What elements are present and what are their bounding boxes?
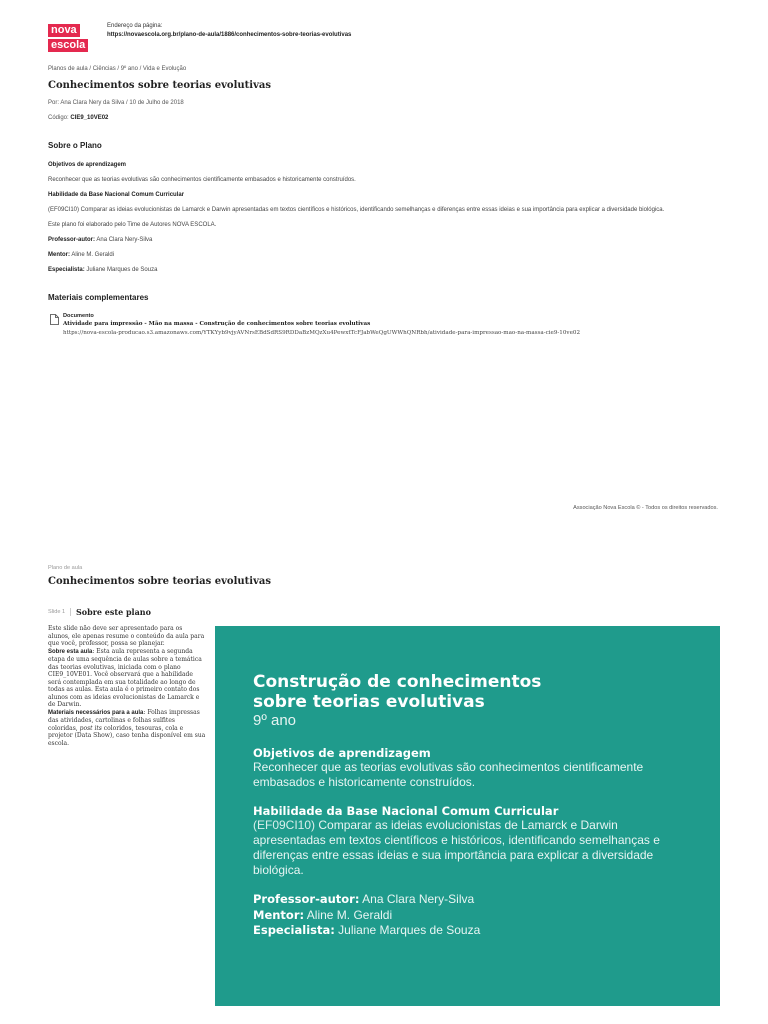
notes-materials-text-2: coloridos, tesouras, cola e projetor (Data Show), caso tenha disponível em sua escola.: [48, 724, 206, 747]
slide-mentor-value: Aline M. Geraldi: [304, 907, 393, 922]
slide-professor-label: Professor-autor:: [253, 892, 360, 906]
plan-title: Conhecimentos sobre teorias evolutivas: [48, 576, 271, 587]
notes-about-text: : Esta aula representa a segunda etapa de uma sequência de aulas sobre a temática das teorias evolutivas, iniciada com o plano CIE9_10VE01. Você observará que a habilidade será contemplada em sua totalidade ao longo de todas as aulas. Esta aula é o primeiro contato dos alunos com as ideias evolucionistas de Lamarck e de Darwin.: [48, 647, 202, 708]
specialist-label: Especialista:: [48, 267, 85, 273]
slide-bncc-body: Comparar as ideias evolucionistas de Lamarck e Darwin apresentadas em textos científicos e históricos, identificando semelhanças e diferenças entre essas ideias e sua importância para explicar a diversidade biológica.: [253, 818, 660, 877]
material-type: Documento: [63, 313, 94, 319]
slide-bncc-heading: Habilidade da Base Nacional Comum Curricular: [253, 804, 559, 818]
notes-materials-italic: post its: [79, 724, 102, 732]
slide-professor-value: Ana Clara Nery-Silva: [359, 892, 475, 906]
slide-heading: Sobre este plano: [76, 607, 151, 617]
notes-intro: Este slide não deve ser apresentado para os alunos, ele apenas resume o conteúdo da aula para que você, professor, possa se planejar.: [48, 625, 205, 647]
logo-line-nova: nova: [48, 24, 80, 37]
nova-escola-logo[interactable]: [48, 24, 88, 54]
address-label: Endereço da página:: [107, 23, 163, 29]
slide-objectives-heading: Objetivos de aprendizagem: [253, 746, 431, 760]
plan-code-value: CIE9_10VE02: [70, 115, 109, 121]
byline: Por: Ana Clara Nery da Silva / 10 de Julho de 2018: [48, 100, 184, 106]
professor-line: [48, 237, 152, 243]
notes-materials-label: Materiais necessários para a aula: [48, 709, 144, 716]
mentor-value: Aline M. Geraldi: [70, 252, 115, 258]
page-header: [48, 18, 728, 54]
materials-heading: Materiais complementares: [48, 293, 149, 302]
plan-label: Plano de aula: [48, 565, 83, 571]
slide-professor-line: [253, 892, 720, 908]
page-address: [107, 22, 351, 40]
plan-code-label: Código:: [48, 115, 71, 121]
about-heading: Sobre o Plano: [48, 141, 102, 150]
bncc-heading: Habilidade da Base Nacional Comum Curricular: [48, 192, 185, 198]
slide-bncc-text: [253, 818, 673, 878]
notes-about-label: Sobre esta aula: [48, 648, 93, 655]
slide-divider: [70, 608, 71, 616]
slide-bncc-code: (EF09CI10): [253, 818, 316, 832]
logo-line-escola: escola: [48, 39, 88, 52]
slide-specialist-label: Especialista:: [253, 923, 335, 937]
slide-grade: 9º ano: [253, 712, 297, 729]
slide-number: Slide 1: [48, 609, 66, 615]
professor-label: Professor-autor:: [48, 237, 96, 243]
footer-copyright: Associação Nova Escola © - Todos os direitos reservados.: [573, 505, 718, 511]
professor-value: Ana Clara Nery-Silva: [95, 237, 153, 243]
slide-mentor-line: [253, 908, 720, 924]
material-url[interactable]: https://nova-escola-producao.s3.amazonaws.com/YTKYyb9vjyAVNrsEBdSdRS9RDDaBzMQzXu4PewxtTcFJabWeQgUWWhQNRbh/atividade-para-impressao-mao-na-massa-cie9-10ve02: [63, 330, 581, 336]
objectives-text: Reconhecer que as teorias evolutivas são conhecimentos cientificamente embasados e historicamente construídos.: [48, 177, 356, 183]
address-url[interactable]: https://novaescola.org.br/plano-de-aula/1886/conhecimentos-sobre-teorias-evolutivas: [107, 32, 352, 38]
mentor-label: Mentor:: [48, 252, 70, 258]
slide-objectives-text: Reconhecer que as teorias evolutivas são conhecimentos cientificamente embasados e historicamente construídos.: [253, 760, 644, 789]
slide-specialist-value: Juliane Marques de Souza: [334, 923, 481, 937]
plan-code: [48, 115, 108, 121]
document-icon: [50, 314, 59, 325]
bncc-text: (EF09CI10) Comparar as ideias evolucionistas de Lamarck e Darwin apresentadas em textos científicos e históricos, identificando semelhanças e diferenças entre essas ideias e sua importância para explicar a diversidade biológica.: [48, 207, 665, 213]
mentor-line: [48, 252, 114, 258]
slide-notes: [48, 625, 206, 747]
authors-note: Este plano foi elaborado pelo Time de Autores NOVA ESCOLA.: [48, 222, 217, 228]
specialist-line: [48, 267, 157, 273]
slide-title: Construção de conhecimentos sobre teorias evolutivas: [253, 672, 542, 712]
page-title: Conhecimentos sobre teorias evolutivas: [48, 80, 271, 91]
breadcrumb[interactable]: Planos de aula / Ciências / 9º ano / Vida e Evolução: [48, 66, 187, 72]
notes-materials-text-1: : Folhas impressas das atividades, cartolinas e folhas sulfites coloridas,: [48, 708, 200, 732]
specialist-value: Juliane Marques de Souza: [84, 267, 158, 273]
slide-mentor-label: Mentor:: [253, 907, 305, 922]
slide-preview: [215, 626, 720, 1006]
material-title[interactable]: Atividade para impressão - Mão na massa - Construção de conhecimentos sobre teorias evolutivas: [63, 321, 371, 327]
objectives-heading: Objetivos de aprendizagem: [48, 162, 127, 168]
slide-specialist-line: [253, 923, 720, 939]
